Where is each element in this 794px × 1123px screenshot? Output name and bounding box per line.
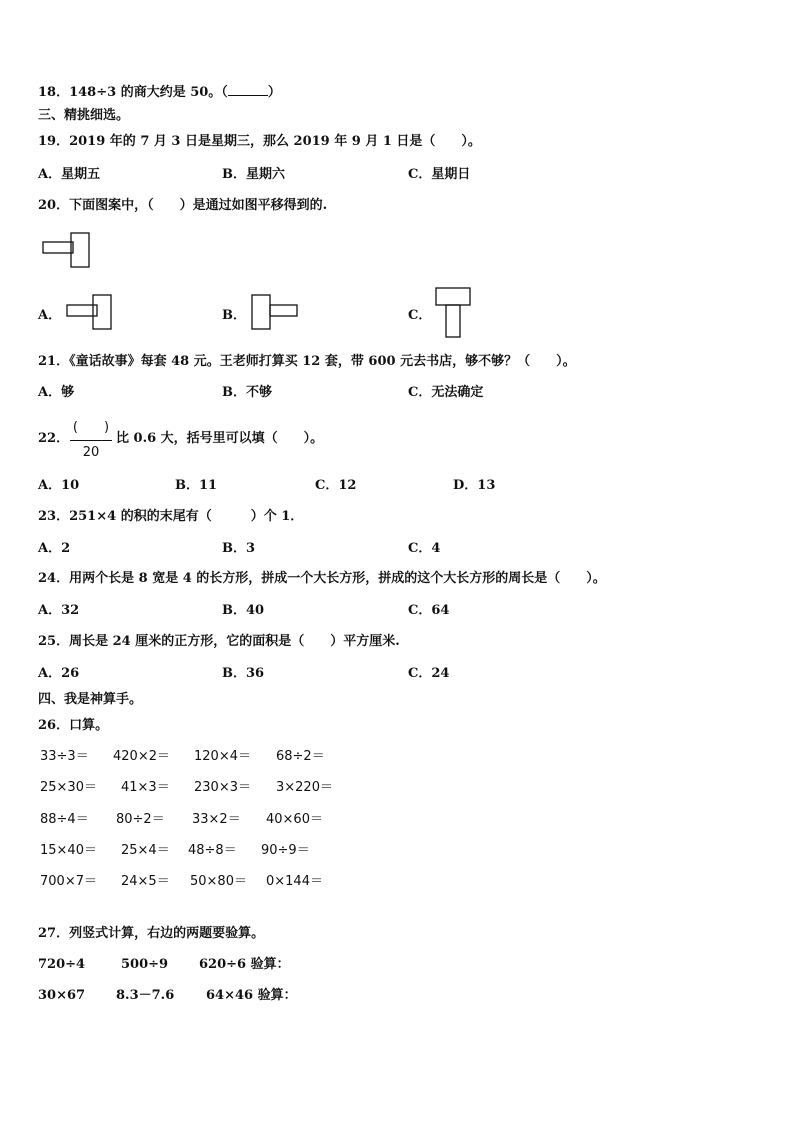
calc-item: 24×5＝ bbox=[121, 874, 170, 889]
q20-option-c[interactable]: C． bbox=[408, 308, 432, 323]
section-3-heading: 三、精挑细选。 bbox=[38, 108, 130, 123]
fraction bbox=[68, 420, 114, 464]
q23-option-a[interactable]: A．2 bbox=[38, 541, 71, 556]
vertical-calc-item: 30×67 bbox=[38, 988, 86, 1003]
calc-item: 33×2＝ bbox=[192, 812, 241, 827]
q21-option-c[interactable]: C．无法确定 bbox=[408, 385, 484, 400]
calc-item: 700×7＝ bbox=[40, 874, 97, 889]
calc-item: 88÷4＝ bbox=[40, 812, 89, 827]
q22-option-b[interactable]: B．11 bbox=[175, 478, 218, 493]
q25-option-a[interactable]: A．26 bbox=[38, 666, 80, 681]
calc-item: 120×4＝ bbox=[194, 749, 251, 764]
vertical-calc-item: 8.3－7.6 bbox=[116, 988, 175, 1003]
question-22-number: 22． bbox=[38, 431, 70, 446]
question-22-stem: 比 0.6 大，括号里可以填（ ）。 bbox=[116, 431, 324, 446]
calc-item: 25×30＝ bbox=[40, 780, 97, 795]
q19-option-a[interactable]: A．星期五 bbox=[38, 167, 101, 182]
calc-item: 80÷2＝ bbox=[116, 812, 165, 827]
calc-item: 420×2＝ bbox=[113, 749, 170, 764]
q25-option-b[interactable]: B．36 bbox=[222, 666, 265, 681]
numerator-blank[interactable]: ( ) bbox=[72, 420, 110, 435]
q24-option-a[interactable]: A．32 bbox=[38, 603, 80, 618]
calc-item: 15×40＝ bbox=[40, 843, 97, 858]
question-24-stem: 24．用两个长是 8 宽是 4 的长方形，拼成一个大长方形，拼成的这个大长方形的周长是（ ）。 bbox=[38, 571, 606, 586]
q23-option-b[interactable]: B．3 bbox=[222, 541, 256, 556]
question-18 bbox=[38, 83, 281, 101]
q23-option-c[interactable]: C．4 bbox=[408, 541, 441, 556]
calc-item: 230×3＝ bbox=[194, 780, 251, 795]
calc-item: 50×80＝ bbox=[190, 874, 247, 889]
calc-item: 33÷3＝ bbox=[40, 749, 89, 764]
reference-figure bbox=[38, 228, 98, 278]
question-23-stem: 23．251×4 的积的末尾有（ ）个 1． bbox=[38, 509, 304, 524]
q22-option-c[interactable]: C．12 bbox=[315, 478, 357, 493]
vertical-calc-item: 620÷6 验算： bbox=[199, 957, 290, 972]
question-18-text: 18．148÷3 的商大约是 50。（ bbox=[38, 85, 228, 100]
q24-option-b[interactable]: B．40 bbox=[222, 603, 265, 618]
calc-item: 48÷8＝ bbox=[188, 843, 237, 858]
question-27-stem: 27．列竖式计算，右边的两题要验算。 bbox=[38, 926, 265, 941]
q21-option-a[interactable]: A．够 bbox=[38, 385, 75, 400]
q20-option-a[interactable]: A． bbox=[38, 308, 62, 323]
q25-option-c[interactable]: C．24 bbox=[408, 666, 450, 681]
vertical-calc-item: 500÷9 bbox=[121, 957, 169, 972]
vertical-calc-item: 720÷4 bbox=[38, 957, 86, 972]
option-c-figure bbox=[432, 285, 482, 340]
calc-item: 90÷9＝ bbox=[261, 843, 310, 858]
q19-option-b[interactable]: B．星期六 bbox=[222, 167, 285, 182]
calc-item: 25×4＝ bbox=[121, 843, 170, 858]
q22-option-a[interactable]: A．10 bbox=[38, 478, 80, 493]
answer-blank[interactable] bbox=[228, 83, 268, 96]
calc-item: 0×144＝ bbox=[266, 874, 323, 889]
q20-option-b[interactable]: B． bbox=[222, 308, 246, 323]
question-19-stem: 19．2019 年的 7 月 3 日是星期三，那么 2019 年 9 月 1 日是（ ）。 bbox=[38, 134, 481, 149]
option-b-figure bbox=[248, 292, 308, 337]
q21-option-b[interactable]: B．不够 bbox=[222, 385, 272, 400]
question-25-stem: 25．周长是 24 厘米的正方形，它的面积是（ ）平方厘米. bbox=[38, 634, 400, 649]
calc-item: 68÷2＝ bbox=[276, 749, 325, 764]
q22-option-d[interactable]: D．13 bbox=[453, 478, 496, 493]
fraction-bar bbox=[70, 440, 112, 441]
q24-option-c[interactable]: C．64 bbox=[408, 603, 450, 618]
question-26-stem: 26．口算。 bbox=[38, 718, 109, 733]
calc-item: 40×60＝ bbox=[266, 812, 323, 827]
section-4-heading: 四、我是神算手。 bbox=[38, 692, 143, 707]
question-20-stem: 20．下面图案中，（ ）是通过如图平移得到的. bbox=[38, 198, 328, 213]
vertical-calc-item: 64×46 验算： bbox=[206, 988, 297, 1003]
q19-option-c[interactable]: C．星期日 bbox=[408, 167, 471, 182]
question-18-close: ） bbox=[267, 85, 281, 100]
calc-item: 3×220＝ bbox=[276, 780, 333, 795]
option-a-figure bbox=[62, 292, 122, 337]
question-21-stem: 21．《童话故事》每套 48 元。王老师打算买 12 套，带 600 元去书店，够不够？（ ）。 bbox=[38, 354, 576, 369]
calc-item: 41×3＝ bbox=[121, 780, 170, 795]
denominator: 20 bbox=[82, 445, 100, 460]
